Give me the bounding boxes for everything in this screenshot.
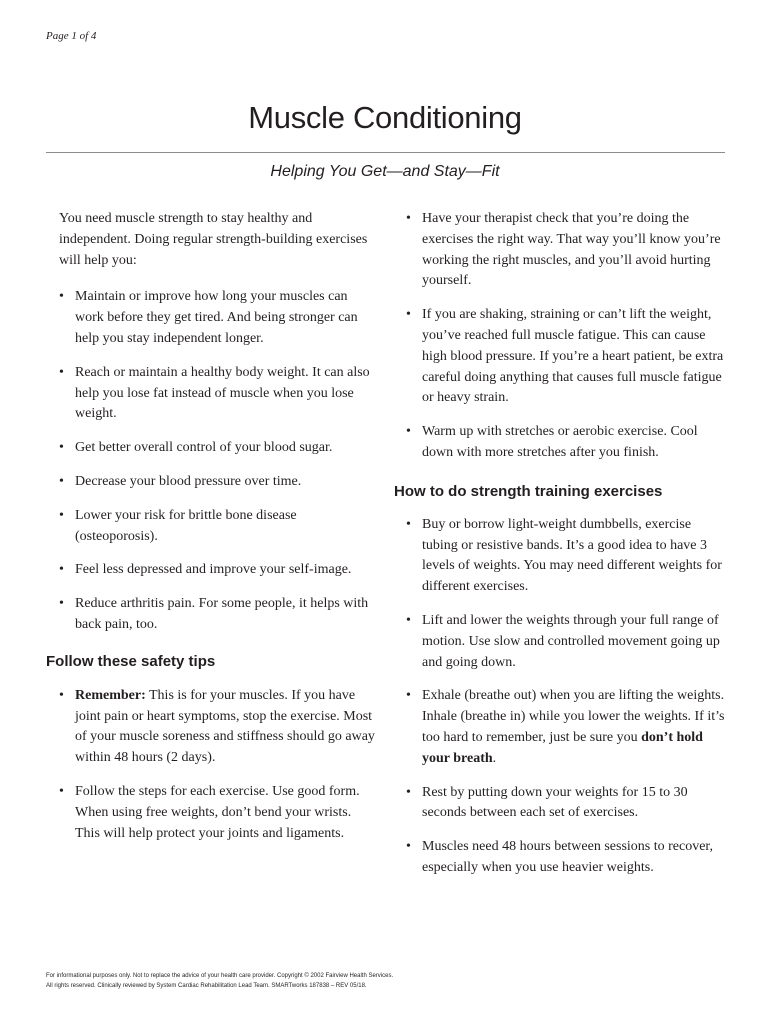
training-list (394, 515, 729, 879)
safety-tips-heading: Follow these safety tips (46, 652, 216, 670)
page-number: Page 1 of 4 (46, 30, 97, 42)
list-item: • Have your therapist check that you’re doing the exercises the right way. That way you’ll know you’re working the right muscles, and you’ll avoid hurting yourself. (394, 209, 729, 292)
list-item: • Maintain or improve how long your muscles can work before they get tired. And being stronger can help you stay independent longer. (59, 287, 379, 349)
remember-label: Remember: (75, 687, 146, 703)
list-item: • Lower your risk for brittle bone disease (osteoporosis). (59, 506, 379, 548)
intro-paragraph: You need muscle strength to stay healthy and independent. Doing regular strength-building exercises will help you: (59, 211, 368, 268)
list-item: • Rest by putting down your weights for 15 to 30 seconds between each set of exercises. (394, 783, 729, 825)
footer-line: For informational purposes only. Not to replace the advice of your health care provider. Copyright © 2002 Fairview Health Services. (46, 973, 394, 979)
list-item (394, 686, 729, 769)
list-item: • If you are shaking, straining or can’t lift the weight, you’ve reached full muscle fatigue. This can cause high blood pressure. If you’re a heart patient, be extra careful doing anything that causes full muscle fatigue or heavy strain. (394, 305, 729, 409)
remember-text: This is for your muscles. If you have joint pain or heart symptoms, stop the exercise. Most of your muscle soreness and stiffness should go away within 48 hours (2 days). (75, 687, 375, 766)
document-title: Muscle Conditioning (248, 100, 522, 135)
list-item: • Get better overall control of your blood sugar. (59, 438, 379, 459)
strength-training-heading: How to do strength training exercises (394, 482, 663, 500)
footer-line: All rights reserved. Clinically reviewed by System Cardiac Rehabilitation Lead Team. SMARTworks 187838 – REV 05/18. (46, 983, 367, 989)
document-subtitle: Helping You Get—and Stay—Fit (270, 163, 500, 180)
list-item: • Muscles need 48 hours between sessions to recover, especially when you use heavier weights. (394, 837, 729, 879)
footer-disclaimer (46, 971, 466, 991)
left-column (46, 209, 379, 844)
breathe-text: Exhale (breathe out) when you are lifting the weights. Inhale (breathe in) while you lower the weights. If it’s too hard to remember, just be sure you (422, 688, 725, 745)
title-divider (46, 152, 725, 153)
list-item: • Buy or borrow light-weight dumbbells, exercise tubing or resistive bands. It’s a good idea to have 3 levels of weights. You may need different weights for different exercises. (394, 515, 729, 598)
list-item (59, 686, 379, 769)
safety-list (59, 686, 379, 845)
list-item: • Reach or maintain a healthy body weight. It can also help you lose fat instead of muscle when you lose weight. (59, 363, 379, 425)
list-item: • Feel less depressed and improve your self-image. (59, 560, 379, 581)
list-item: • Warm up with stretches or aerobic exercise. Cool down with more stretches after you finish. (394, 422, 729, 464)
safety-list-continued (394, 209, 729, 464)
list-item: • Reduce arthritis pain. For some people, it helps with back pain, too. (59, 594, 379, 636)
right-column (394, 209, 729, 879)
list-item: • Lift and lower the weights through your full range of motion. Use slow and controlled movement going up and going down. (394, 611, 729, 673)
list-item: • Decrease your blood pressure over time. (59, 472, 379, 493)
breathe-emphasis: don’t hold your breath (422, 729, 703, 766)
benefits-list (59, 287, 379, 635)
list-item: • Follow the steps for each exercise. Use good form. When using free weights, don’t bend your wrists. This will help protect your joints and ligaments. (59, 782, 379, 844)
breathe-end: . (492, 750, 497, 766)
